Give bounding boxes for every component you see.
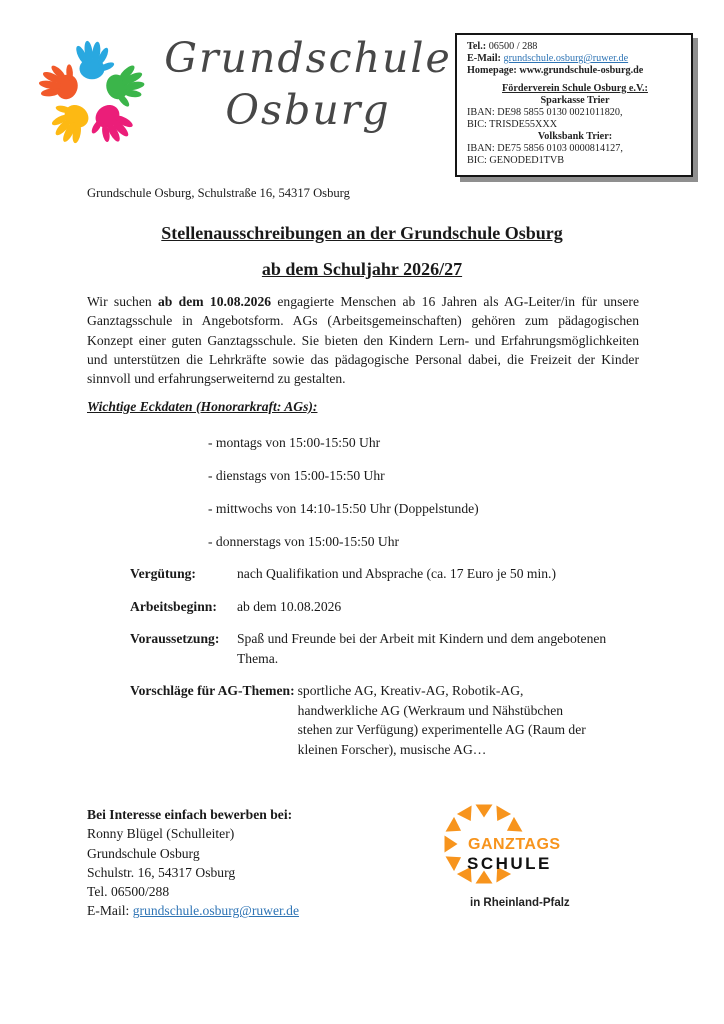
row-verguetung <box>130 564 638 584</box>
row-label: Voraussetzung: <box>130 631 220 646</box>
conditions-section <box>130 564 638 759</box>
row-voraussetzung <box>130 629 638 668</box>
intro-bold-date: ab dem 10.08.2026 <box>157 294 272 309</box>
school-name-script <box>158 34 458 134</box>
row-ag-themen <box>130 681 638 759</box>
bank2-bic: BIC: GENODED1TVB <box>467 155 565 166</box>
logo-caption-rheinland-pfalz: in Rheinland-Pfalz <box>470 897 570 909</box>
row-label: Vorschläge für AG-Themen: <box>130 683 295 698</box>
handprint-blue <box>74 40 115 79</box>
email-label: E-Mail: <box>87 903 130 919</box>
row-arbeitsbeginn <box>130 597 638 617</box>
schedule-item-donnerstags: - donnerstags von 15:00-15:50 Uhr <box>208 534 400 549</box>
contact-line-tel: Tel. 06500/288 <box>87 884 170 900</box>
tel-value: 06500 / 288 <box>488 41 538 52</box>
email-label: E-Mail: <box>467 53 501 64</box>
homepage-label: Homepage: <box>467 65 517 76</box>
eckdaten-heading: Wichtige Eckdaten (Honorarkraft: AGs): <box>87 399 318 414</box>
tel-label: Tel.: <box>467 41 487 52</box>
contact-info-box <box>455 33 693 177</box>
intro-part1: Wir suchen <box>87 294 158 309</box>
homepage-line <box>467 65 683 77</box>
handprint-yellow <box>41 94 97 150</box>
page-title: Stellenausschreibungen an der Grundschule Osburg <box>161 223 563 243</box>
school-name-line1: Grundschule <box>164 34 452 82</box>
bank2-name: Volksbank Trier: <box>537 131 613 142</box>
apply-heading: Bei Interesse einfach bewerben bei: <box>87 807 293 822</box>
row-label: Vergütung: <box>130 566 196 581</box>
ganztagsschule-logo <box>436 796 586 916</box>
contact-line-school: Grundschule Osburg <box>87 845 200 861</box>
handprint-orange <box>34 56 84 107</box>
page-subtitle: ab dem Schuljahr 2026/27 <box>261 259 463 279</box>
row-value: Spaß und Freunde bei der Arbeit mit Kindern und dem angebotenen Thema. <box>237 631 607 666</box>
homepage-value: www.grundschule-osburg.de <box>519 65 644 76</box>
school-hands-logo-icon <box>31 32 153 158</box>
contact-line-email <box>87 901 299 920</box>
schedule-item-mittwochs: - mittwochs von 14:10-15:50 Uhr (Doppelstunde) <box>208 501 479 516</box>
row-value: ab dem 10.08.2026 <box>237 598 342 614</box>
row-value: nach Qualifikation und Absprache (ca. 17 Euro je 50 min.) <box>237 566 556 581</box>
intro-paragraph <box>87 292 639 388</box>
email-line <box>467 53 683 65</box>
logo-text-ganztags: GANZTAGS <box>468 836 561 853</box>
handprint-pink <box>82 97 138 153</box>
apply-email-link[interactable]: grundschule.osburg@ruwer.de <box>132 903 300 919</box>
logo-text-schule: SCHULE <box>467 854 552 873</box>
tel-line <box>467 41 683 53</box>
bank2-iban: IBAN: DE75 5856 0103 0000814127, <box>467 143 623 154</box>
contact-line-address: Schulstr. 16, 54317 Osburg <box>87 864 236 880</box>
row-label: Arbeitsbeginn: <box>130 598 217 614</box>
intro-part2: engagierte Menschen ab 16 Jahren als AG-Leiter/in für unsere Ganztagsschule in Angebotsform. AGs (Arbeitsgemeinschaften) gehören zum pädagogischen Konzept einer guten Ganztagsschule. Sie bieten den Kindern Lern- und Erfahrungsmöglichkeiten und unterstützen die Lehrkräfte sowie das pädagogische Personal dabei, die Freizeit der Kinder sinnvoll und erfahrungserweiternd zu gestalten. <box>87 294 639 387</box>
schedule-item-montags: - montags von 15:00-15:50 Uhr <box>208 435 381 450</box>
email-link[interactable]: grundschule.osburg@ruwer.de <box>503 53 629 64</box>
bank1-bic: BIC: TRISDE55XXX <box>467 119 558 130</box>
school-name-line2: Osburg <box>225 86 391 134</box>
sender-address-line: Grundschule Osburg, Schulstraße 16, 54317 Osburg <box>87 186 350 200</box>
foerderverein-heading: Förderverein Schule Osburg e.V.: <box>502 83 648 94</box>
contact-line-name: Ronny Blügel (Schulleiter) <box>87 826 235 842</box>
schedule-list <box>208 433 479 565</box>
apply-contact-block <box>87 805 299 921</box>
schedule-item-dienstags: - dienstags von 15:00-15:50 Uhr <box>208 468 385 483</box>
row-value: sportliche AG, Kreativ-AG, Robotik-AG, handwerkliche AG (Werkraum und Nähstübchen stehen zur Verfügung) experimentelle AG (Raum der kleinen Forscher), musische AG… <box>297 683 586 757</box>
bank1-iban: IBAN: DE98 5855 0130 0021011820, <box>467 107 623 118</box>
bank1-name: Sparkasse Trier <box>540 95 610 106</box>
